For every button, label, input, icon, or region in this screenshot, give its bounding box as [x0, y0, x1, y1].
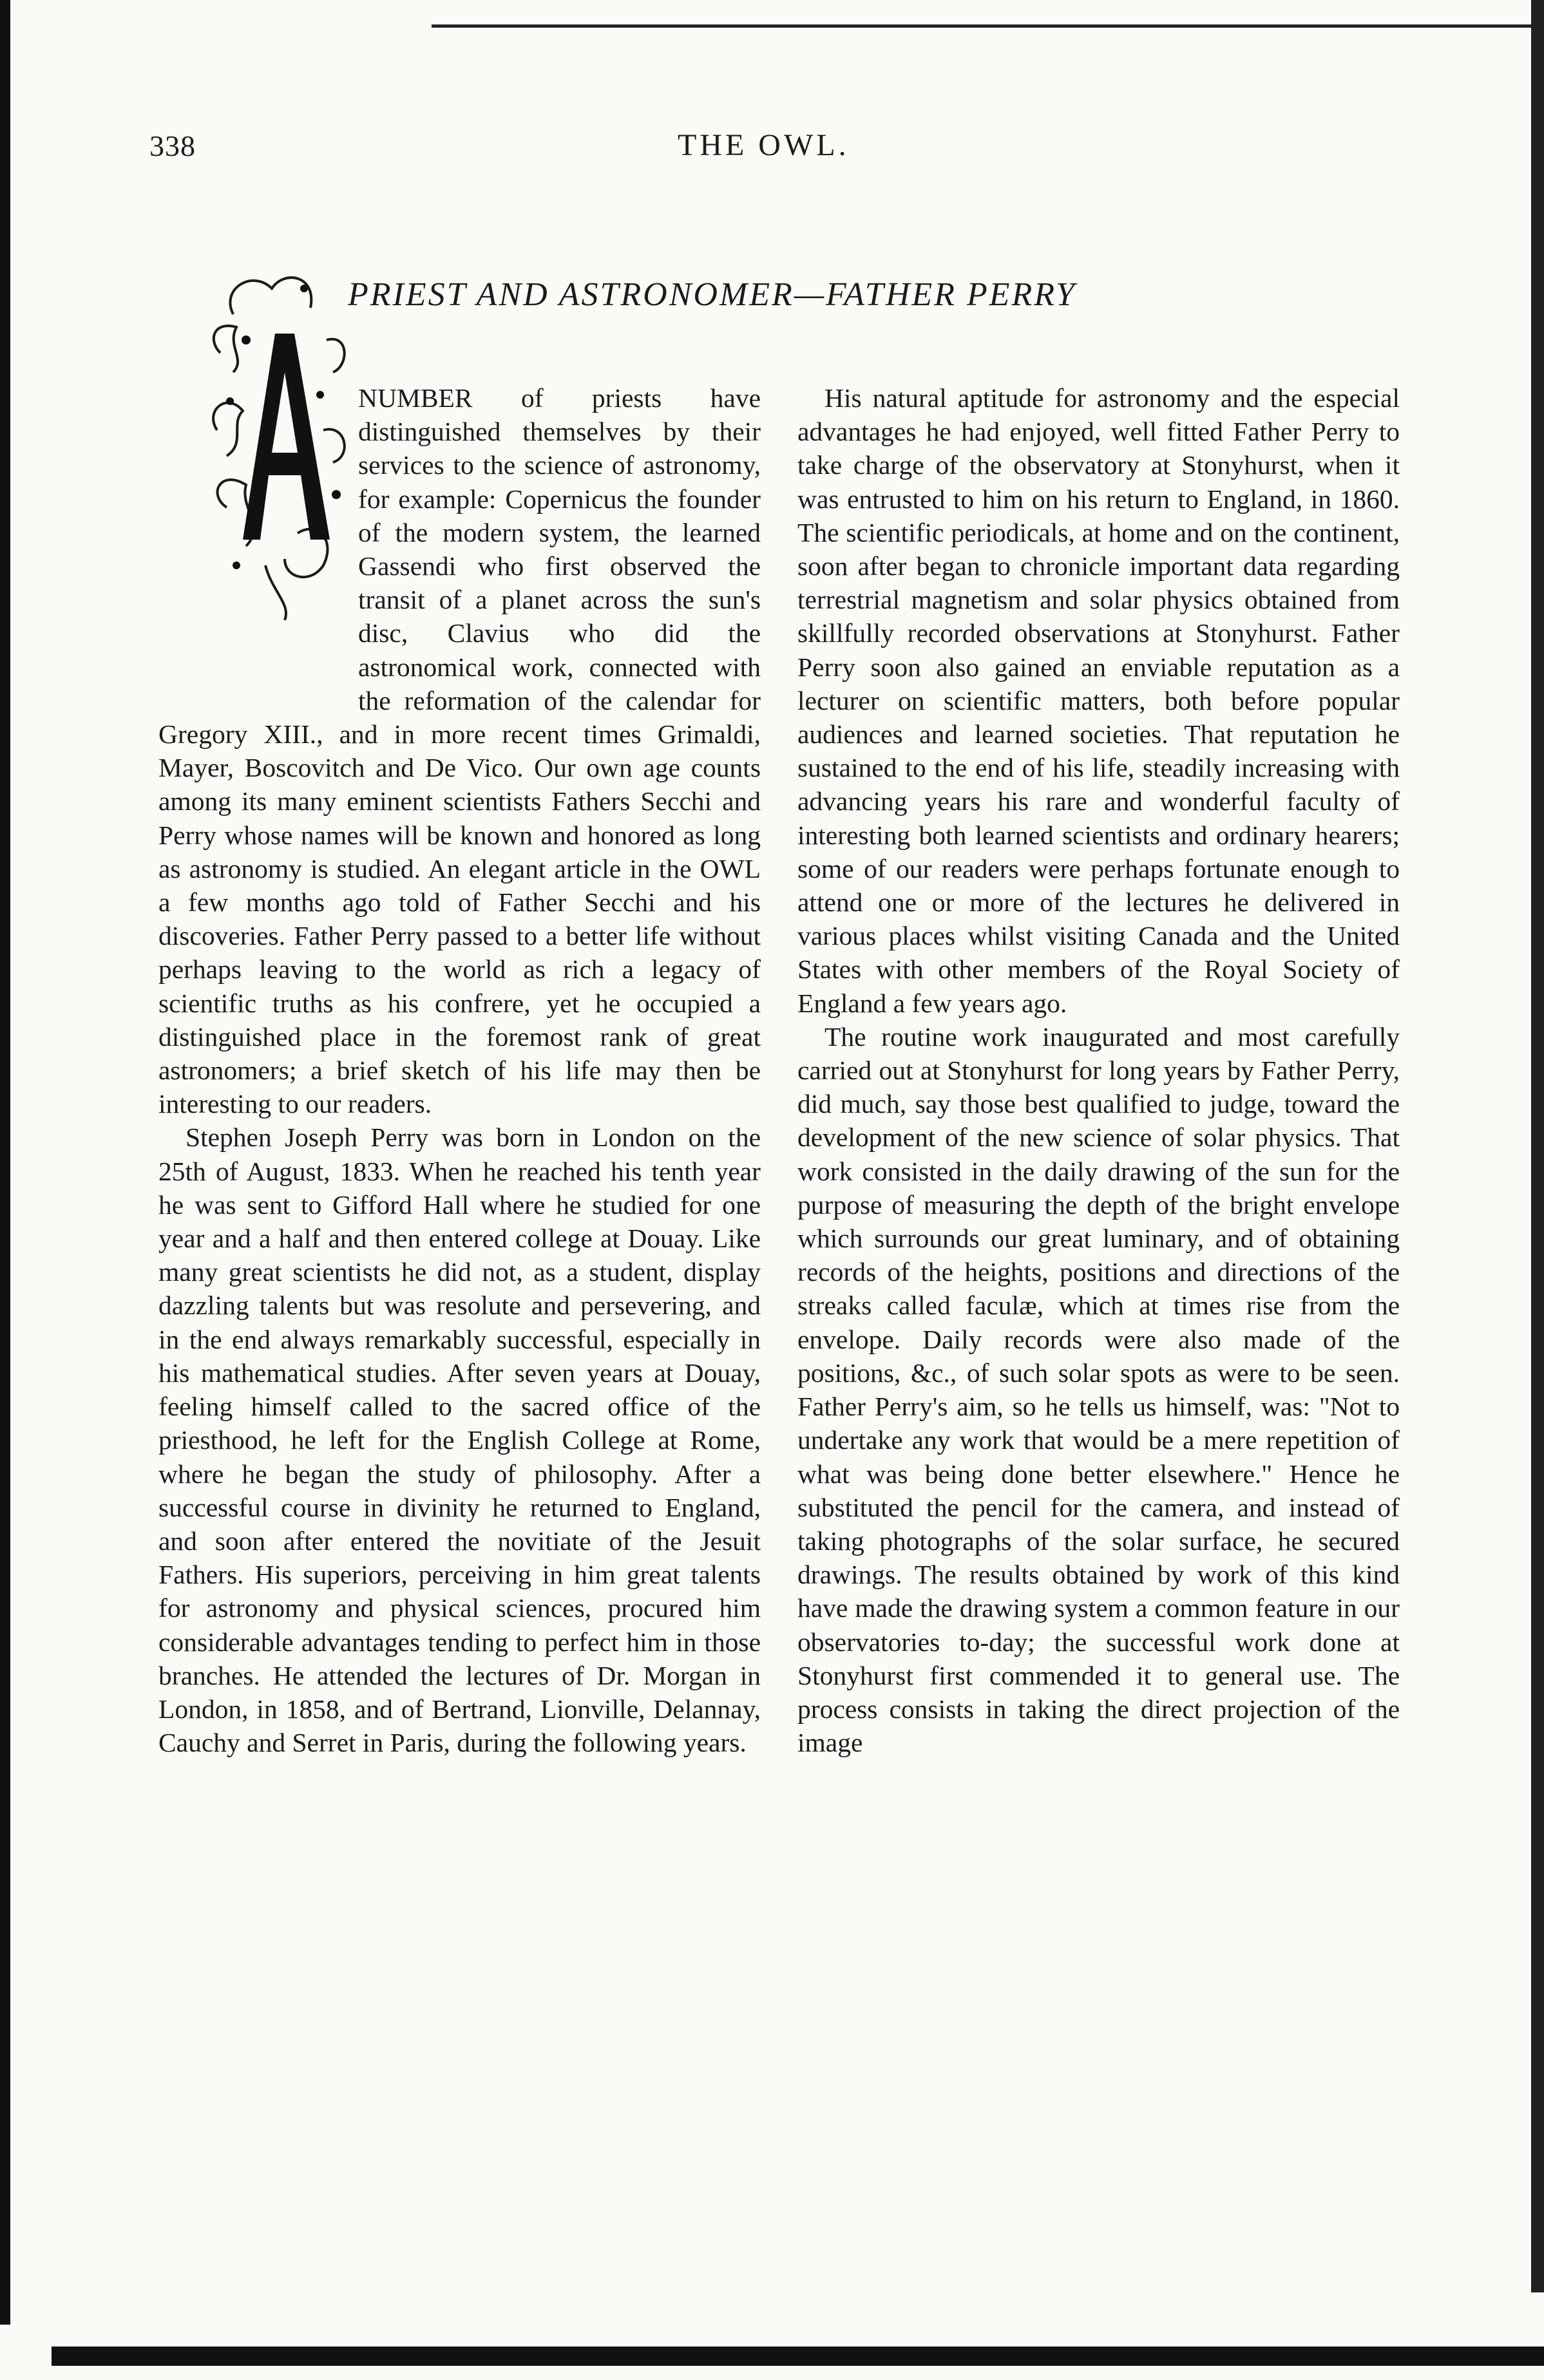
- scan-edge-top: [432, 24, 1544, 28]
- left-column: [158, 381, 761, 1759]
- paragraph: NUMBER of priests have distinguished themselves by their services to the science of astronomy, for example: Copernicus the founder of the modern system, the learned Gassendi who first observed the transit of a planet across the sun's disc, Clavius who did the astronomical work, connected with the reformation of the calendar for Gregory XIII., and in more recent times Grimaldi, Mayer, Boscovitch and De Vico. Our own age counts among its many eminent scientists Fathers Secchi and Perry whose names will be known and honored as long as astronomy is studied. An elegant article in the OWL a few months ago told of Father Secchi and his discoveries. Father Perry passed to a better life without perhaps leaving to the world as rich a legacy of scientific truths as his confrere, yet he occupied a distinguished place in the foremost rank of great astronomers; a brief sketch of his life may then be interesting to our readers.: [158, 383, 761, 1119]
- paragraph: The routine work inaugurated and most carefully carried out at Stonyhurst for long years by Father Perry, did much, say those best qualified to judge, toward the development of the new science of solar physics. That work consisted in the daily drawing of the sun for the purpose of measuring the depth of the bright envelope which surrounds our great luminary, and of obtaining records of the heights, positions and directions of the streaks called faculæ, which at times rise from the envelope. Daily records were also made of the positions, &c., of such solar spots as were to be seen. Father Perry's aim, so he tells us himself, was: "Not to undertake any work that would be a mere repetition of what was being done better elsewhere." Hence he substituted the pencil for the camera, and instead of taking photographs of the solar surface, he secured drawings. The results obtained by work of this kind have made the drawing system a common feature in our observatories to-day; the successful work done at Stonyhurst first commended it to general use. The process consists in taking the direct projection of the image: [797, 1021, 1400, 1758]
- paragraph: His natural aptitude for astronomy and the especial advantages he had enjoyed, well fitted Father Perry to take charge of the observatory at Stonyhurst, when it was entrusted to him on his return to England, in 1860. The scientific periodicals, at home and on the continent, soon after began to chronicle important data regarding terrestrial magnetism and solar physics obtained from skillfully recorded observations at Stonyhurst. Father Perry soon also gained an enviable reputation as a lecturer on scientific matters, both before popular audiences and learned societies. That reputation he sustained to the end of his life, steadily increasing with advancing years his rare and wonderful faculty of interesting both learned scientists and ordinary hearers; some of our readers were perhaps fortunate enough to attend one or more of the lectures he delivered in various places whilst visiting Canada and the United States with other members of the Royal Society of England a few years ago.: [797, 383, 1400, 1018]
- article-title: PRIEST AND ASTRONOMER—FATHER PERRY: [348, 276, 1076, 313]
- paragraph: Stephen Joseph Perry was born in London on the 25th of August, 1833. When he reached his tenth year he was sent to Gifford Hall where he studied for one year and a half and then entered college at Douay. Like many great scientists he did not, as a student, display dazzling talents but was resolute and persevering, and in the end always remarkably successful, especially in his mathematical studies. After seven years at Douay, feeling himself called to the sacred office of the priesthood, he left for the English College at Rome, where he began the study of philosophy. After a successful course in divinity he returned to England, and soon after entered the novitiate of the Jesuit Fathers. His superiors, perceiving in him great talents for astronomy and physical sciences, procured him considerable advantages tending to perfect him in those branches. He attended the lectures of Dr. Morgan in London, in 1858, and of Bertrand, Lionville, Delannay, Cauchy and Serret in Paris, during the following years.: [158, 1122, 761, 1758]
- scan-edge-left: [0, 0, 10, 2325]
- drop-cap-space: [158, 381, 358, 706]
- running-head: THE OWL.: [678, 128, 850, 162]
- scan-edge-right: [1531, 0, 1544, 2292]
- right-column: [797, 381, 1400, 1759]
- page-number: 338: [149, 129, 196, 162]
- scan-edge-bottom: [52, 2347, 1544, 2366]
